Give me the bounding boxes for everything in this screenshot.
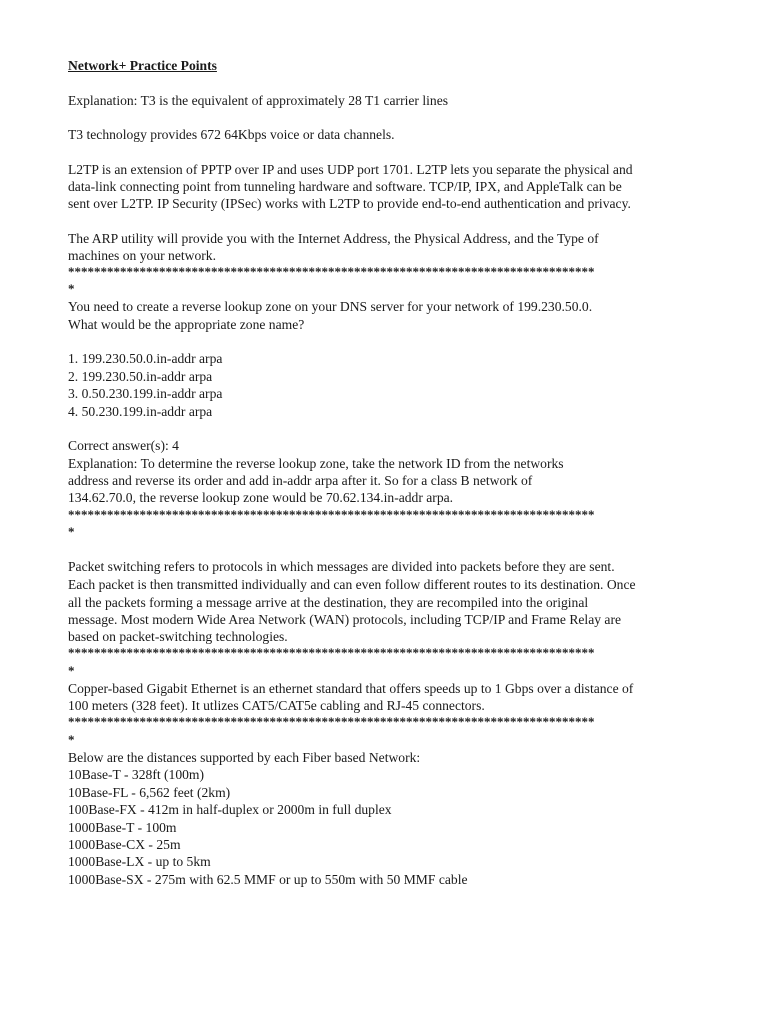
fiber-item: 1000Base-CX - 25m <box>68 837 181 852</box>
dns-question-line-2: What would be the appropriate zone name? <box>68 317 305 332</box>
dns-option-3: 3. 0.50.230.199.in-addr arpa <box>68 386 223 401</box>
arp-line-2: machines on your network. <box>68 248 216 263</box>
packet-line-5: based on packet-switching technologies. <box>68 629 288 644</box>
arp-line-1: The ARP utility will provide you with the Internet Address, the Physical Address, and the Type of <box>68 231 599 246</box>
separator: ********************************************************************************* <box>68 645 595 660</box>
gigabit-line-1: Copper-based Gigabit Ethernet is an ethernet standard that offers speeds up to 1 Gbps over a distance of <box>68 681 634 696</box>
packet-line-1: Packet switching refers to protocols in which messages are divided into packets before they are sent. <box>68 559 615 574</box>
packet-line-3: all the packets forming a message arrive at the destination, they are recompiled into the original <box>68 595 589 610</box>
fiber-item: 1000Base-T - 100m <box>68 820 177 835</box>
fiber-item: 10Base-T - 328ft (100m) <box>68 767 205 782</box>
packet-line-2: Each packet is then transmitted individually and can even follow different routes to its destination. Once <box>68 577 636 592</box>
packet-line-4: message. Most modern Wide Area Network (WAN) protocols, including TCP/IP and Frame Relay are <box>68 612 622 627</box>
l2tp-line-1: L2TP is an extension of PPTP over IP and uses UDP port 1701. L2TP lets you separate the physical and <box>68 162 633 177</box>
separator-tail: * <box>68 732 75 747</box>
fiber-item: 1000Base-LX - up to 5km <box>68 854 211 869</box>
dns-explanation-line-1: Explanation: To determine the reverse lookup zone, take the network ID from the networks <box>68 456 564 471</box>
separator-tail: * <box>68 663 75 678</box>
fiber-item: 100Base-FX - 412m in half-duplex or 2000m in full duplex <box>68 802 392 817</box>
t3-technology: T3 technology provides 672 64Kbps voice or data channels. <box>68 127 395 142</box>
gigabit-line-2: 100 meters (328 feet). It utlizes CAT5/CAT5e cabling and RJ-45 connectors. <box>68 698 485 713</box>
fiber-heading: Below are the distances supported by each Fiber based Network: <box>68 750 421 765</box>
separator: ********************************************************************************* <box>68 264 595 279</box>
separator-tail: * <box>68 524 75 539</box>
l2tp-line-3: sent over L2TP. IP Security (IPSec) works with L2TP to provide end-to-end authentication and privacy. <box>68 196 631 211</box>
t3-explanation: Explanation: T3 is the equivalent of approximately 28 T1 carrier lines <box>68 93 449 108</box>
dns-option-1: 1. 199.230.50.0.in-addr arpa <box>68 351 223 366</box>
dns-option-2: 2. 199.230.50.in-addr arpa <box>68 369 213 384</box>
dns-answer: Correct answer(s): 4 <box>68 438 179 453</box>
dns-explanation-line-3: 134.62.70.0, the reverse lookup zone would be 70.62.134.in-addr arpa. <box>68 490 454 505</box>
l2tp-line-2: data-link connecting point from tunneling hardware and software. TCP/IP, IPX, and AppleTalk can be <box>68 179 622 194</box>
separator-tail: * <box>68 281 75 296</box>
separator: ********************************************************************************* <box>68 507 595 522</box>
page-title: Network+ Practice Points <box>68 58 217 73</box>
dns-option-4: 4. 50.230.199.in-addr arpa <box>68 404 213 419</box>
separator: ********************************************************************************* <box>68 714 595 729</box>
fiber-item: 10Base-FL - 6,562 feet (2km) <box>68 785 231 800</box>
dns-explanation-line-2: address and reverse its order and add in-addr arpa after it. So for a class B network of <box>68 473 533 488</box>
fiber-item: 1000Base-SX - 275m with 62.5 MMF or up to 550m with 50 MMF cable <box>68 872 468 887</box>
dns-question-line-1: You need to create a reverse lookup zone on your DNS server for your network of 199.230.50.0. <box>68 299 593 314</box>
